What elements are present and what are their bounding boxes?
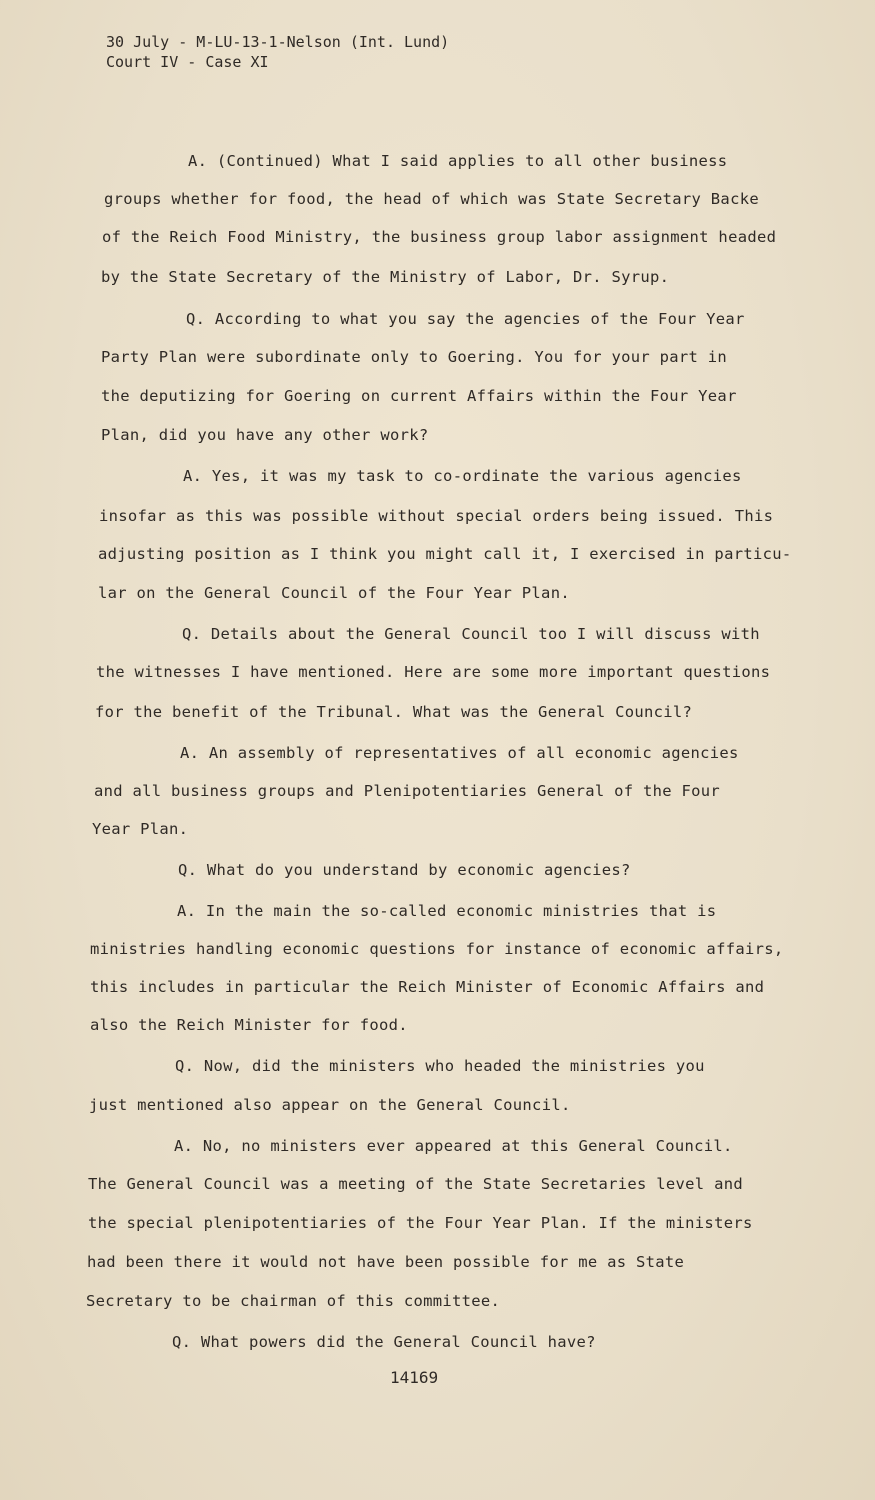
text-line: Q. Now, did the ministers who headed the ministries you bbox=[175, 1057, 705, 1075]
text-line: A. No, no ministers ever appeared at this General Council. bbox=[174, 1137, 733, 1155]
text-line: A. In the main the so-called economic ministries that is bbox=[177, 902, 717, 920]
text-line: also the Reich Minister for food. bbox=[90, 1016, 408, 1034]
text-line: adjusting position as I think you might call it, I exercised in particu- bbox=[98, 545, 792, 563]
text-line: Plan, did you have any other work? bbox=[101, 426, 429, 444]
text-line: Secretary to be chairman of this committee. bbox=[86, 1292, 501, 1310]
text-line: had been there it would not have been possible for me as State bbox=[87, 1253, 685, 1271]
text-line: A. (Continued) What I said applies to all other business bbox=[188, 152, 728, 170]
text-line: Q. Details about the General Council too I will discuss with bbox=[182, 625, 760, 643]
text-line: by the State Secretary of the Ministry of Labor, Dr. Syrup. bbox=[101, 268, 670, 286]
text-line: just mentioned also appear on the General Council. bbox=[89, 1096, 571, 1114]
text-line: the witnesses I have mentioned. Here are some more important questions bbox=[96, 663, 771, 681]
text-line: Party Plan were subordinate only to Goering. You for your part in bbox=[101, 348, 728, 366]
text-line: groups whether for food, the head of which was State Secretary Backe bbox=[104, 190, 759, 208]
text-line: Q. According to what you say the agencies of the Four Year bbox=[186, 310, 745, 328]
page-header bbox=[106, 32, 449, 72]
text-line: A. An assembly of representatives of all economic agencies bbox=[180, 744, 739, 762]
text-line: A. Yes, it was my task to co-ordinate the various agencies bbox=[183, 467, 742, 485]
text-line: Q. What do you understand by economic agencies? bbox=[178, 861, 631, 879]
text-line: lar on the General Council of the Four Year Plan. bbox=[98, 584, 570, 602]
header-line-1: 30 July - M-LU-13-1-Nelson (Int. Lund) bbox=[106, 33, 450, 51]
text-line: and all business groups and Plenipotentiaries General of the Four bbox=[94, 782, 721, 800]
page-number: 14169 bbox=[390, 1368, 439, 1387]
text-line: for the benefit of the Tribunal. What was the General Council? bbox=[95, 703, 693, 721]
header-line-2: Court IV - Case XI bbox=[106, 53, 269, 71]
text-line: of the Reich Food Ministry, the business group labor assignment headed bbox=[102, 228, 777, 246]
text-line: The General Council was a meeting of the State Secretaries level and bbox=[88, 1175, 743, 1193]
text-line: insofar as this was possible without special orders being issued. This bbox=[99, 507, 774, 525]
text-line: the deputizing for Goering on current Affairs within the Four Year bbox=[101, 387, 737, 405]
text-line: ministries handling economic questions for instance of economic affairs, bbox=[90, 940, 784, 958]
text-line: Year Plan. bbox=[92, 820, 189, 838]
text-line: Q. What powers did the General Council have? bbox=[172, 1333, 596, 1351]
text-line: this includes in particular the Reich Minister of Economic Affairs and bbox=[90, 978, 765, 996]
text-line: the special plenipotentiaries of the Four Year Plan. If the ministers bbox=[88, 1214, 753, 1232]
